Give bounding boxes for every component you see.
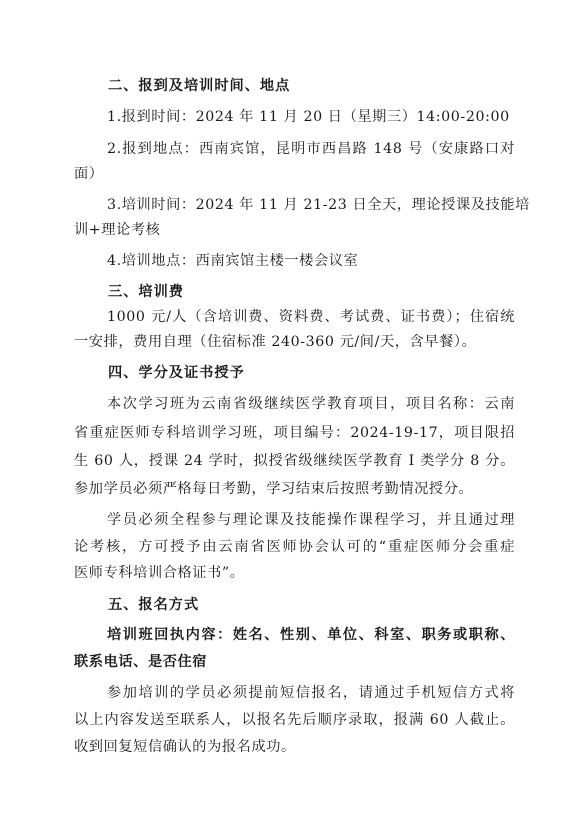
credits-para1-line1: 本次学习班为云南省级继续医学教育项目，项目名称：云南	[107, 396, 515, 412]
credits-para2-line2: 论考核，方可授予由云南省医师协会认可的“重症医师分会重症	[74, 539, 515, 555]
training-location: 4.培训地点：西南宾馆主楼一楼会议室	[107, 253, 359, 269]
registration-location-cont: 面）	[74, 166, 104, 182]
receipt-contents-line1: 培训班回执内容：姓名、性别、单位、科室、职务或职称、	[107, 627, 515, 643]
credits-para1-line3: 生 60 人，授课 24 学时，拟授省级继续医学教育 I 类学分 8 分。	[74, 453, 515, 469]
fee-line-2: 一安排，费用自理（住宿标准 240-360 元/间/天，含早餐）。	[74, 334, 477, 350]
training-time: 3.培训时间：2024 年 11 月 21-23 日全天，理论授课及技能培	[107, 197, 530, 213]
registration-location: 2.报到地点：西南宾馆，昆明市西昌路 148 号（安康路口对	[107, 141, 515, 157]
training-time-cont: 训+理论考核	[74, 222, 161, 238]
signup-para-line1: 参加培训的学员必须提前短信报名，请通过手机短信方式将	[107, 685, 515, 701]
credits-para2-line3: 医师专科培训合格证书”。	[74, 565, 245, 581]
signup-para-line2: 以上内容发送至联系人，以报名先后顺序录取，报满 60 人截止。	[74, 712, 515, 728]
section-heading-fee: 三、培训费	[108, 284, 184, 300]
fee-line-1: 1000 元/人（含培训费、资料费、考试费、证书费）；住宿统	[107, 309, 515, 325]
signup-para-line3: 收到回复短信确认的为报名成功。	[74, 739, 296, 755]
credits-para1-line2: 省重症医师专科培训学习班，项目编号：2024-19-17，项目限招	[74, 425, 515, 441]
section-heading-registration: 二、报到及培训时间、地点	[108, 78, 291, 94]
credits-para1-line4: 参加学员必须严格每日考勤，学习结束后按照考勤情况授分。	[74, 481, 474, 497]
credits-para2-line1: 学员必须全程参与理论课及技能操作课程学习，并且通过理	[107, 512, 515, 528]
registration-time: 1.报到时间：2024 年 11 月 20 日（星期三）14:00-20:00	[107, 109, 510, 125]
section-heading-signup: 五、报名方式	[108, 597, 200, 613]
receipt-contents-line2: 联系电话、是否住宿	[74, 654, 208, 670]
section-heading-credits: 四、学分及证书授予	[108, 365, 245, 381]
